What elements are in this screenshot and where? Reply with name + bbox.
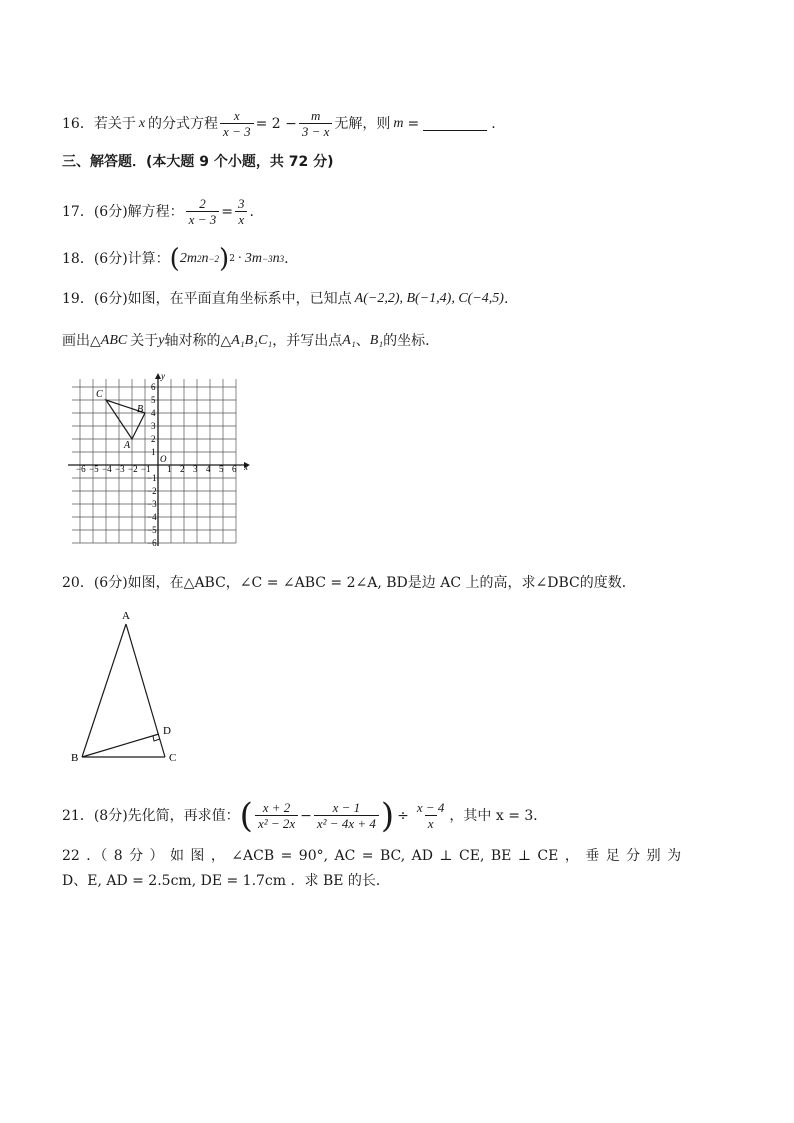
q16-text-3: 无解，则 [334,115,391,132]
q16-middle: = 2 − [255,115,297,132]
q19-line2-a: 画出△ [62,333,101,349]
x-tick-label: 6 [232,464,237,474]
q20-label-b: B [71,752,79,764]
q20-label-d: D [163,725,171,737]
q21-frac2-numerator: x − 1 [332,800,361,815]
q16-number: 16． [62,115,94,132]
q19-line2-e: 的坐标． [383,333,440,349]
q20-side-ac [126,624,165,757]
q16-fraction-2 [299,108,333,139]
q20-altitude-bd [82,734,159,757]
q17-fraction-2 [235,196,248,227]
section-3-heading: 三、解答题．(本大题 9 个小题，共 72 分) [62,154,334,170]
q18-exp-a: 2 [196,254,202,264]
question-18 [62,244,289,274]
q16-text-2: 的分式方程 [148,115,219,132]
question-22-line-1: 22 ．（ 8 分 ） 如 图 ， ∠ACB = 90°, AC = BC, AD ⊥ CE, BE ⊥ CE ， 垂 足 分 别 为 [62,848,682,864]
point-c-label: C [96,389,103,400]
q19-score: (6分) [93,291,128,307]
q21-minus: − [300,807,312,824]
q21-fraction-1 [255,800,298,831]
q16-text-1: 若关于 [93,115,136,132]
q16-frac1-numerator: x [233,108,240,123]
x-tick-label: −2 [128,464,138,474]
q19-b1: B₁ [369,333,384,348]
q21-score: (8分) [93,807,128,824]
y-tick-label: −5 [147,525,157,535]
question-19-line-2 [62,331,439,351]
q19-end: . [503,291,509,307]
q17-frac1-numerator: 2 [199,196,206,211]
q16-frac2-denominator: 3 − x [299,123,333,139]
q18-expr-d: n [272,251,280,266]
question-21 [62,795,548,836]
x-tick-label: 4 [206,464,211,474]
q21-frac2-denominator: x² − 4x + 4 [314,815,379,831]
q21-frac3-denominator: x [425,815,437,831]
q16-answer-blank[interactable] [423,116,487,131]
q21-text: 先化简，再求值： [127,807,240,824]
y-tick-label: 4 [151,408,156,418]
question-16 [62,108,496,139]
q19-a1: A₁ [342,333,356,348]
y-tick-label: 1 [151,447,156,457]
x-tick-label: −6 [76,464,86,474]
q20-score: (6分) [93,575,128,591]
q18-exp-b: −2 [208,254,220,264]
q18-exp-c: −3 [262,254,273,264]
q21-right-paren: ) [380,795,395,836]
q17-equals: = [221,203,233,220]
question-19 [62,289,508,309]
q16-fraction-1 [220,108,254,139]
q18-right-paren: ) [219,244,230,274]
q18-outer-exp: 2 [229,254,235,264]
q19-line2-b: 关于 [130,333,159,349]
q21-fraction-2 [314,800,379,831]
y-tick-label: −6 [147,538,157,548]
q18-score: (6分) [93,251,128,267]
q17-frac2-denominator: x [235,211,247,227]
q18-expr-b: n [201,251,209,266]
q19-coordinate-grid [68,372,268,552]
q18-text: 计算： [127,251,170,267]
point-a-label: A [124,440,131,451]
q18-exp-d: 3 [279,254,285,264]
y-tick-label: −3 [147,499,157,509]
q17-fraction-1 [186,196,220,227]
q21-frac1-denominator: x² − 2x [255,815,298,831]
q16-var-m: m [393,115,404,131]
q19-line2-c: 轴对称的△ [164,333,232,349]
origin-label: O [160,454,167,464]
q18-number: 18． [62,251,94,267]
y-tick-label: 6 [151,382,156,392]
point-b-label: B [137,404,144,415]
q17-frac2-numerator: 3 [237,196,245,211]
y-tick-label: −4 [147,512,157,522]
y-axis-label: y [161,372,165,381]
y-tick-label: −2 [147,486,157,496]
q16-var-x: x [138,115,146,131]
q16-equals: = [407,115,420,132]
x-tick-label: 1 [167,464,172,474]
x-tick-label: −3 [115,464,125,474]
q19-y: y [158,333,165,348]
q19-points: A(−2,2), B(−1,4), C(−4,5) [354,291,504,306]
q20-number: 20． [62,575,94,591]
q18-left-paren: ( [169,244,180,274]
q16-frac2-numerator: m [310,108,321,123]
q21-frac3-numerator: x − 4 [416,800,445,815]
x-tick-label: 5 [219,464,224,474]
q21-left-paren: ( [239,795,253,836]
q21-tail: ，其中 x = 3． [449,807,548,824]
q20-side-ab [82,624,126,757]
q19-line2-d: ，并写出点 [272,333,343,349]
q19-text-1: 如图，在平面直角坐标系中，已知点 [127,291,352,307]
q20-triangle-figure [66,607,196,777]
q17-frac1-denominator: x − 3 [186,211,220,227]
y-tick-label: 2 [151,434,156,444]
question-22-line-2: D、E, AD = 2.5cm, DE = 1.7cm ．求 BE 的长． [62,873,390,889]
q20-label-a: A [122,610,130,622]
y-tick-label: 3 [151,421,156,431]
q21-fraction-3 [414,800,448,831]
y-tick-label: 5 [151,395,156,405]
q19-a1b1c1: A₁B₁C₁ [231,333,273,348]
q20-text: 如图，在△ABC，∠C = ∠ABC = 2∠A, BD是边 AC 上的高，求∠DBC的度数． [127,575,636,591]
x-tick-label: −1 [141,464,151,474]
q21-frac1-numerator: x + 2 [262,800,291,815]
q18-dot-expr: · 3m [237,251,263,266]
y-tick-label: −1 [147,473,157,483]
q16-frac1-denominator: x − 3 [220,123,254,139]
x-tick-label: −4 [102,464,112,474]
q20-label-c: C [169,752,177,764]
q21-number: 21． [62,807,94,824]
question-20 [62,573,636,593]
q21-divide: ÷ [397,807,409,824]
q17-score: (6分) [93,203,128,220]
x-tick-label: 2 [180,464,185,474]
q16-end: . [491,115,496,132]
q19-abc: ABC [100,333,128,348]
q17-end: . [249,203,254,220]
x-tick-label: 3 [193,464,198,474]
q19-sep: 、 [355,333,370,349]
q17-text: 解方程： [127,203,184,220]
question-17 [62,196,254,227]
x-axis-label: x [244,462,248,472]
q17-number: 17． [62,203,94,220]
q19-number: 19． [62,291,94,307]
q18-end: . [284,251,289,267]
q18-expr-a: 2m [179,251,197,266]
x-tick-label: −5 [89,464,99,474]
